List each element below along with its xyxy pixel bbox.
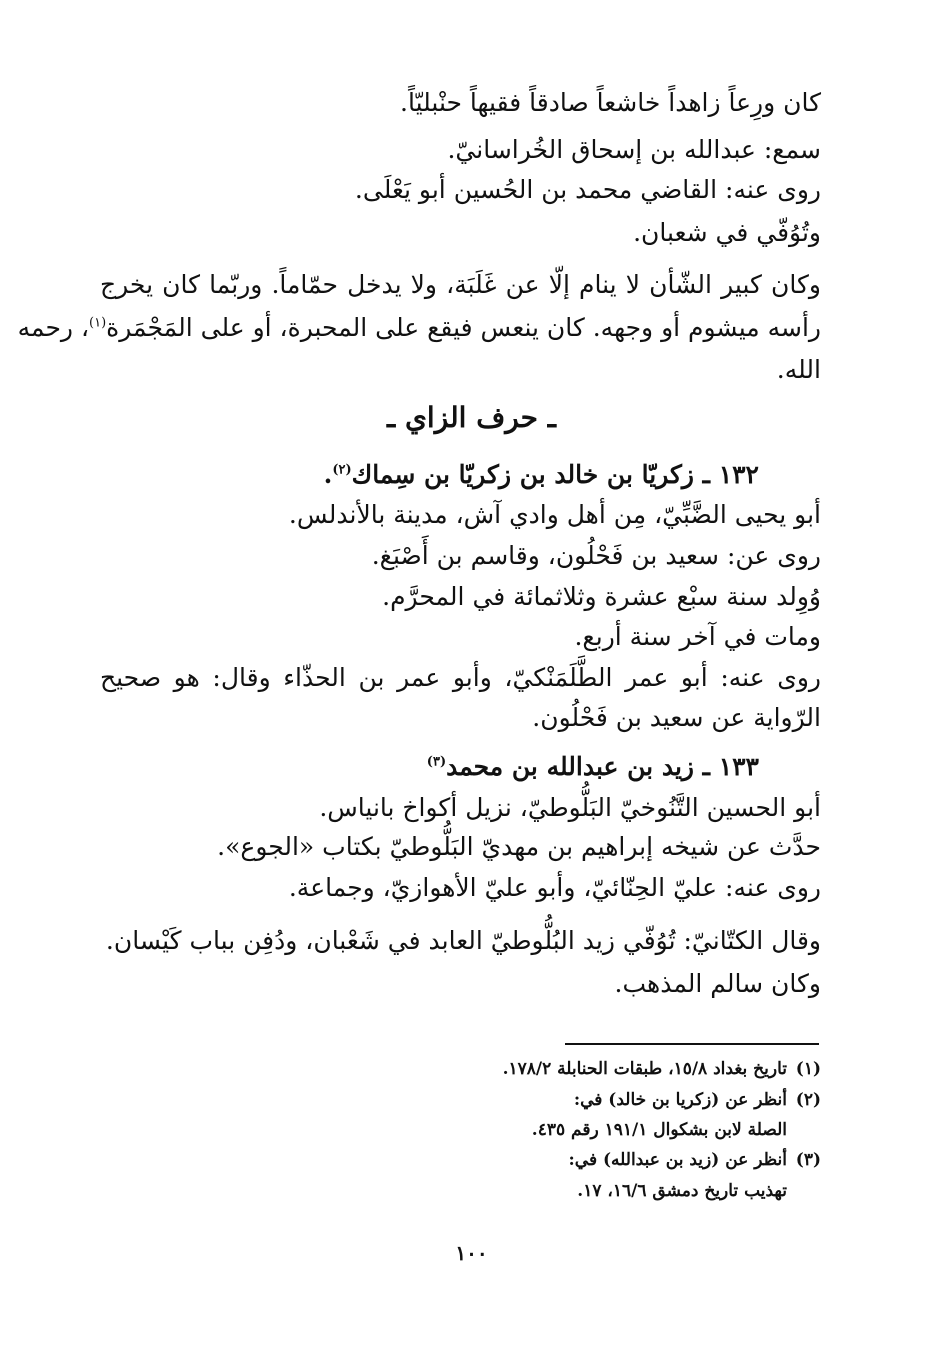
footnote-2-continuation: الصلة لابن بشكوال ١٩١/١ رقم ٤٣٥. [531,1120,787,1140]
body-line-6 [17,311,821,345]
footnote-1-number: (١) [795,1059,821,1079]
entry-132-line-2: روى عن: سعيد بن فَحْلُون، وقاسم بن أَصْبَغ. [371,541,821,570]
footnote-ref-3: (٣) [426,754,447,770]
entry-133-line-1: أبو الحسين التَّنُوخيّ البَلُّوطيّ، نزيل أكواخ بانياس. [319,793,821,822]
entry-132-title-text: ١٣٢ ـ زكريّا بن خالد بن زكريّا بن سِماك [351,460,759,489]
body-line-5: وكان كبير الشّأن لا ينام إلّا عن غَلَبَة، ولا يدخل حمّاماً. وربّما كان يخرج [100,270,821,299]
footnote-2-text: أنظر عن (زكريا بن خالد) في: [573,1090,787,1110]
body-line-6-text: رأسه ميشوم أو وجهه. كان ينعس فيقع على المحبرة، أو على المَجْمَرة [106,313,821,342]
entry-133-title-text: ١٣٣ ـ زيد بن عبدالله بن محمد [446,752,759,781]
entry-132-line-6: الرّواية عن سعيد بن فَحْلُون. [532,703,821,732]
body-line-6-tail: ، رحمه [17,313,90,342]
entry-132-line-3: وُوِلد سنة سبْع عشرة وثلاثمائة في المحرَّم. [382,582,821,611]
footnote-separator [565,1043,819,1045]
body-line-1: كان ورِعاً زاهداً خاشعاً صادقاً فقيهاً حنْبليّاً. [400,88,821,117]
page-number: ١٠٠ [455,1241,488,1265]
footnote-ref-2: (٢) [332,462,352,478]
section-heading: ـ حرف الزاي ـ [387,401,556,434]
entry-132-title [324,458,759,492]
footnote-1-text: تاريخ بغداد ١٥/٨، طبقات الحنابلة ١٧٨/٢. [502,1059,787,1079]
footnote-2-number: (٢) [795,1090,821,1110]
footnote-ref-1: (١) [89,315,107,331]
body-line-3: روى عنه: القاضي محمد بن الحُسين أبو يَعْلَى. [354,175,821,204]
entry-133-line-4: وقال الكتّانيّ: تُوُفّي زيد البُلُّوطيّ العابد في شَعْبان، ودُفِن بباب كَيْسان. [105,926,821,955]
footnote-3-number: (٣) [795,1150,821,1170]
body-line-2: سمع: عبدالله بن إسحاق الخُراسانيّ. [447,135,821,164]
entry-132-line-4: ومات في آخر سنة أربع. [574,622,821,651]
entry-133-title [427,750,759,784]
entry-133-line-3: روى عنه: عليّ الحِنّائيّ، وأبو عليّ الأهوازيّ، وجماعة. [288,873,821,902]
entry-132-line-5: روى عنه: أبو عمر الطَّلَمَنْكيّ، وأبو عمر بن الحذّاء وقال: هو صحيح [100,663,821,692]
footnote-2 [574,1087,821,1113]
body-line-7: الله. [776,355,821,384]
entry-133-line-2: حدَّث عن شيخه إبراهيم بن مهديّ البَلُّوطيّ بكتاب «الجوع». [217,832,821,861]
entry-132-title-end: . [323,460,333,489]
body-line-4: وتُوُفّي في شعبان. [633,218,821,247]
footnote-3-continuation: تهذيب تاريخ دمشق ١٦/٦، ١٧. [577,1181,787,1201]
entry-132-line-1: أبو يحيى الضَّبِّيّ، مِن أهل وادي آش، مدينة بالأندلس. [288,500,821,529]
entry-133-line-5: وكان سالم المذهب. [614,969,821,998]
footnote-1 [503,1056,821,1082]
footnote-3 [569,1147,822,1173]
footnote-3-text: أنظر عن (زيد بن عبدالله) في: [568,1150,787,1170]
